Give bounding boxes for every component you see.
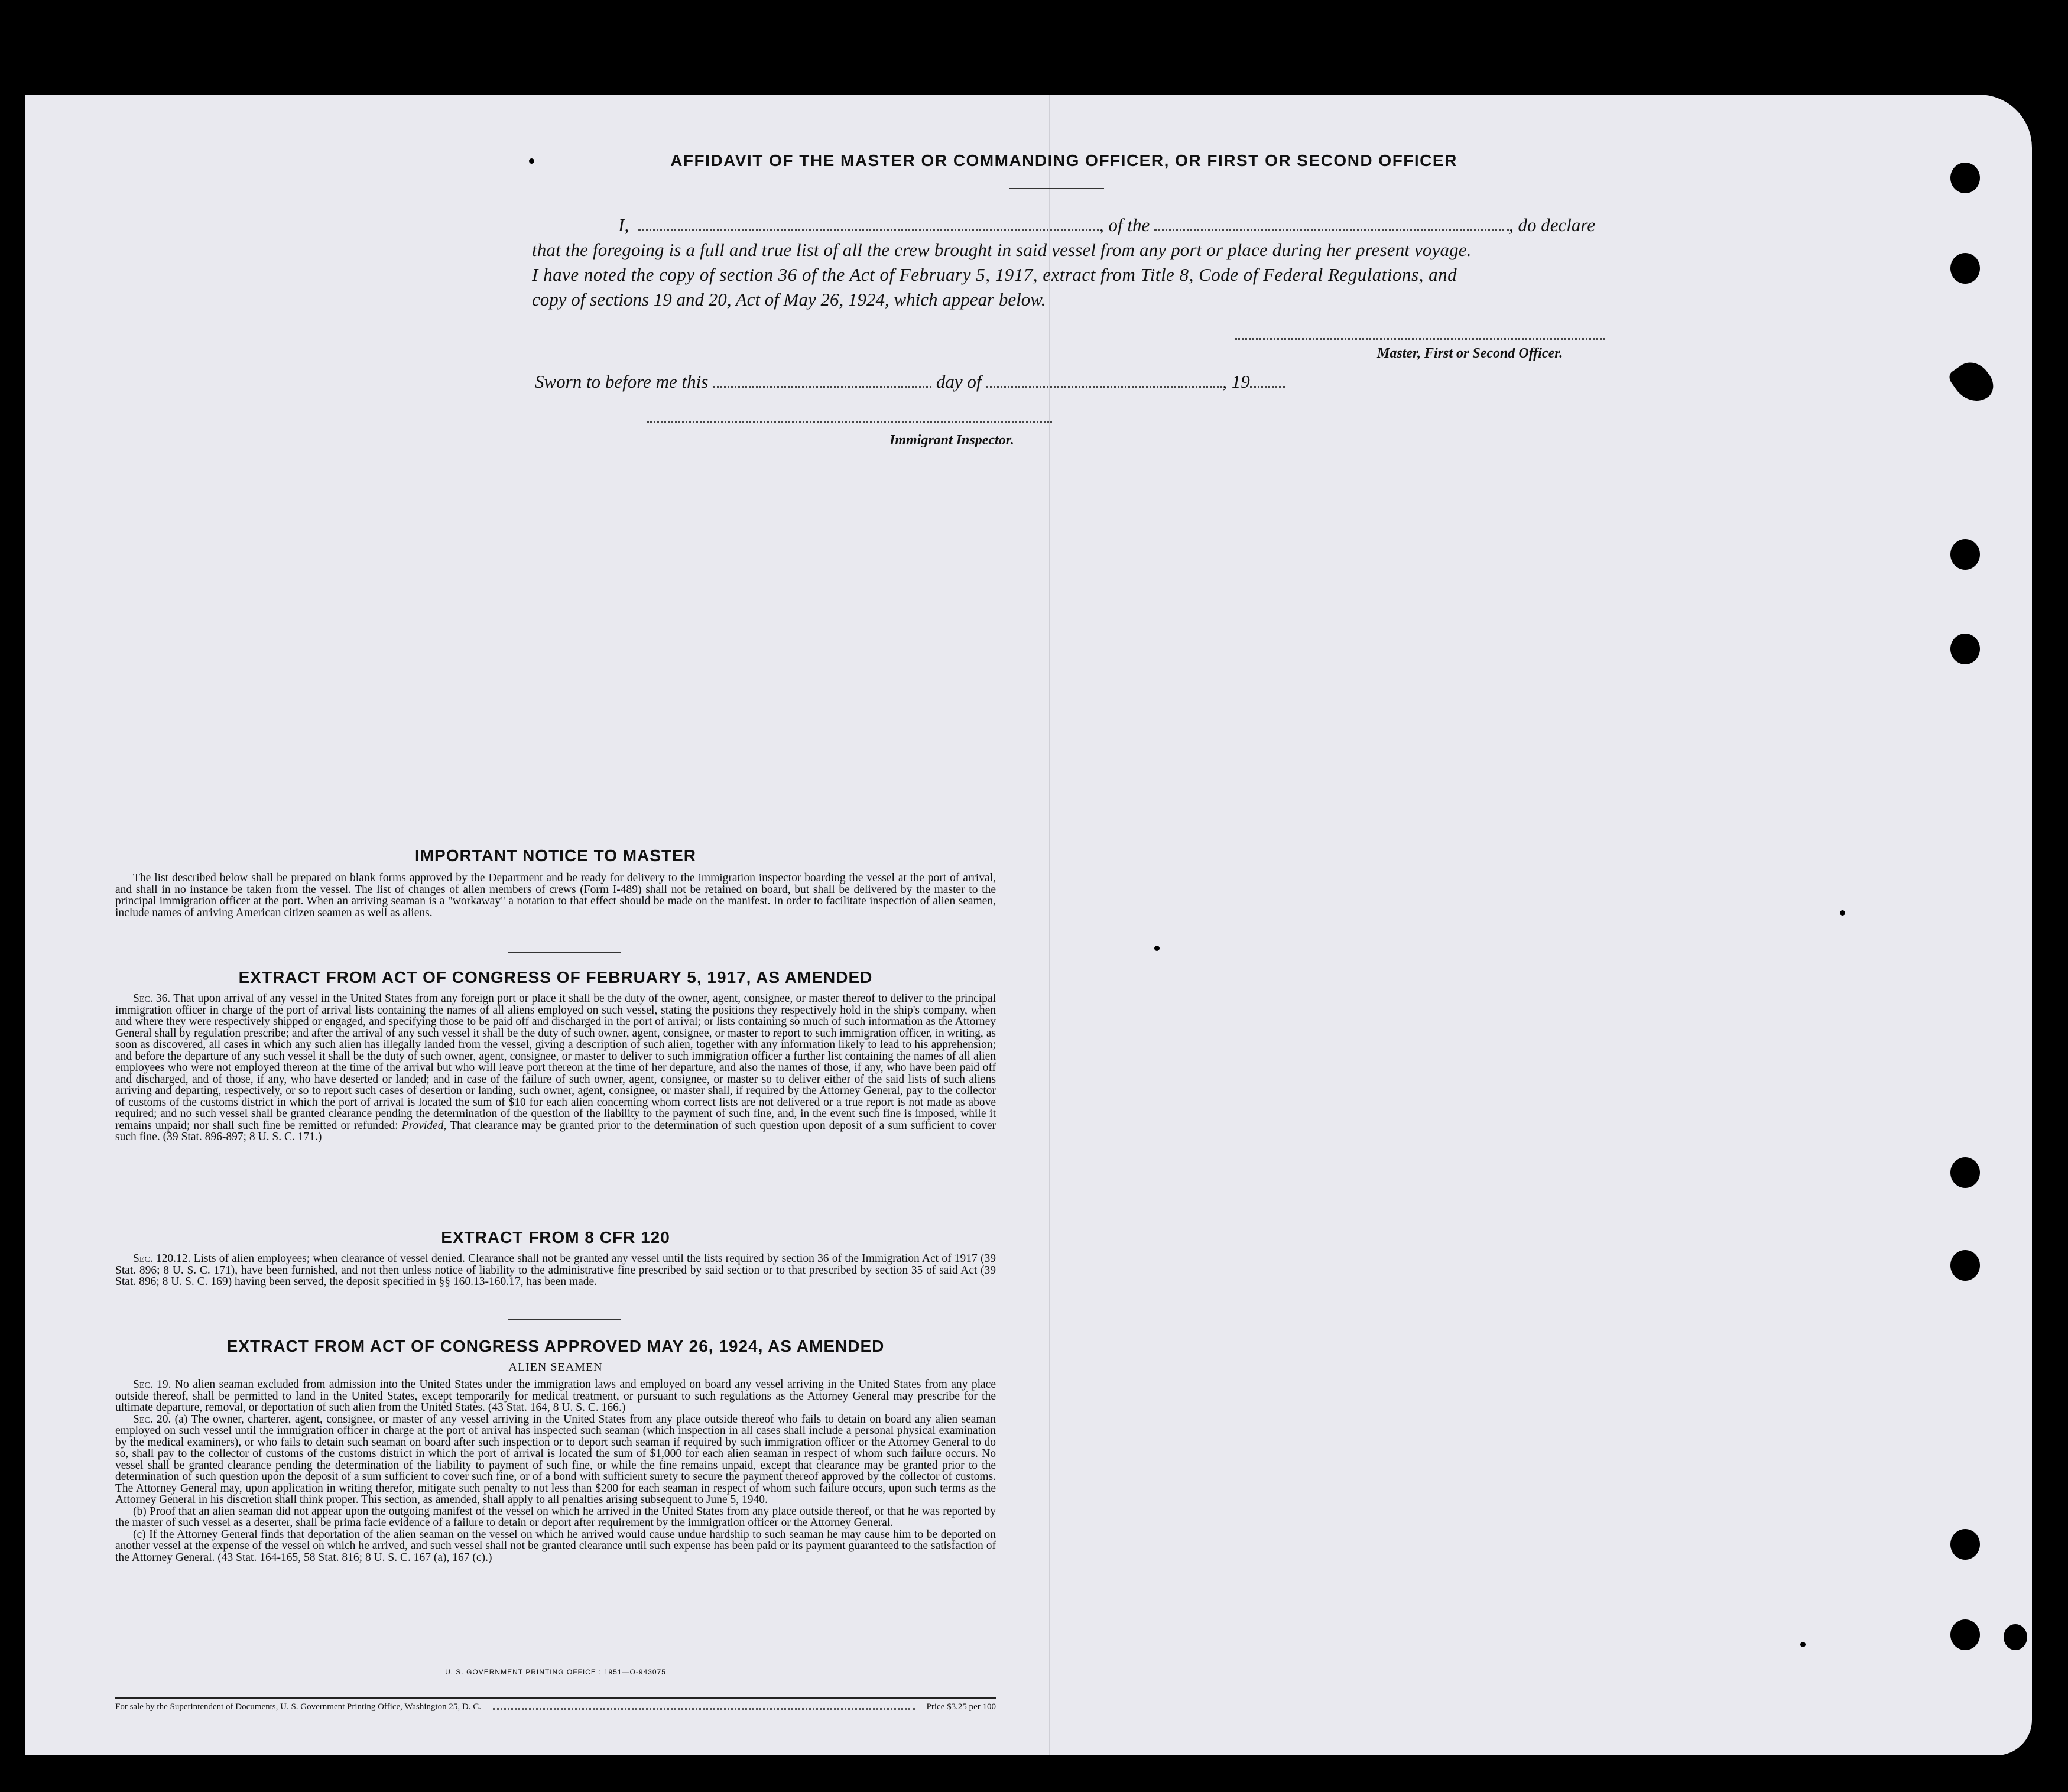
sec-36-text [115,993,996,1143]
binder-hole [1950,1250,1980,1281]
extract-cfr-section [115,1228,996,1288]
sec-36-proviso-label: Provided, [401,1119,447,1132]
vessel-blank[interactable] [1154,216,1509,231]
sec-36-label: Sec. 36. [133,992,171,1005]
sec-20a-text [115,1414,996,1506]
inspector-caption: Immigrant Inspector. [889,433,1014,448]
sworn-prefix: Sworn to before me this [535,371,709,392]
sec-120-12-text [115,1253,996,1288]
footer-dots [493,1702,915,1710]
sec-20b-text: (b) Proof that an alien seaman did not appear upon the outgoing manifest of the vessel on which he arrived in the United States from any place outside thereof, or that he was reported by the master of such vessel as a deserter, shall be prima facie evidence of a failure to detain or deport after requirement by the immigration officer or the Attorney General. [115,1505,996,1529]
extract-1924-title: EXTRACT FROM ACT OF CONGRESS APPROVED MAY 26, 1924, AS AMENDED [226,1337,885,1355]
inspector-signature-line[interactable] [647,421,1052,423]
binder-hole [1950,253,1980,284]
sec-36-proviso: That clearance may be granted prior to the determination of such question upon deposit of a sum sufficient to cover such fine. (39 Stat. 896-897; 8 U. S. C. 171.) [115,1119,996,1143]
extract-1924-section [115,1337,996,1563]
master-signature-line[interactable] [1235,338,1605,340]
affidavit-of-the: , of the [1099,215,1150,235]
binder-hole [1950,163,1980,193]
binder-hole [1950,1619,1980,1650]
alien-seamen-subtitle: ALIEN SEAMEN [508,1361,603,1374]
scan-speck [1800,1642,1806,1647]
section-divider [508,952,621,953]
affidavit-line-4: copy of sections 19 and 20, Act of May 26, 1924, which appear below. [532,289,1046,310]
extract-1917-section [115,968,996,1143]
sec-20c-text: (c) If the Attorney General finds that deportation of the alien seaman on the vessel on which he arrived would cause undue hardship to such seaman he may cause him to be deported on another vessel at the expense of the vessel on which he arrived, and such vessel shall not be granted clearance until such expense has been paid or its payment guaranteed to the satisfaction of the Attorney General. (43 Stat. 164-165, 58 Stat. 816; 8 U. S. C. 167 (a), 167 (c).) [115,1528,996,1564]
sec-20-label: Sec. 20. [133,1413,171,1426]
sec-20a-body: (a) The owner, charterer, agent, consignee, or master of any vessel arriving in the United States from any place outside thereof who fails to detain on board any alien seaman employed on such vessel until the immigration officer in charge at the port of arrival has inspected such seaman (which inspection in all cases shall include a personal physical examination by the medical examiners), or who fails to detain such seaman on board after such inspection or to deport such seaman if required by such immigration officer or the Attorney General to do so, shall pay to the collector of customs of the customs district in which the port of arrival is located the sum of $1,000 for each alien seaman in respect of whom such failure occurs. No vessel shall be granted clearance pending the determination of the liability to payment of such fine, or while the fine remains unpaid, except that clearance may be granted prior to the determination of such question upon the deposit of a sum sufficient to cover such fine, or of a bond with sufficient surety to secure the payment thereof approved by the collector of customs. The Attorney General may, upon application in writing therefor, mitigate such penalty to not less than $200 for each seaman in respect of whom such failure occurs, upon such terms as the Attorney General in his discretion shall think proper. This section, as amended, shall apply to all penalties arising subsequent to June 5, 1940. [115,1413,996,1506]
binder-hole [1950,539,1980,570]
sec-120-12-label: Sec. 120.12. [133,1252,191,1265]
binder-hole [1950,634,1980,664]
sec-36-body: That upon arrival of any vessel in the United States from any foreign port or place it shall be the duty of the owner, agent, consignee, or master thereof to deliver to the principal immigration officer in charge of the port of arrival lists containing the names of all aliens employed on such vessel, stating the positions they respectively hold in the ship's company, when and where they were respectively shipped or engaged, and specifying those to be paid off and discharged in the port of arrival; or lists containing so much of such information as the Attorney General shall by regulation prescribe; and after the arrival of any such vessel it shall be the duty of such owner, agent, consignee, or master to report to such immigration officer, in writing, as soon as discovered, all cases in which any such alien has illegally landed from the vessel, giving a description of such alien, together with any information likely to lead to his apprehension; and before the departure of any such vessel it shall be the duty of such owner, agent, consignee, or master to deliver to such immigration officer a further list containing the names of all alien employees who were not employed thereon at the time of the arrival but who will leave port thereon at the time of her departure, and also the names of those, if any, who have been paid off and discharged, and of those, if any, who have deserted or landed; and in case of the failure of such owner, agent, consignee, or master so to deliver either of the said lists of such aliens arriving and departing, respectively, or so to report such cases of desertion or landing, such owner, agent, consignee, or master shall, if required by the Attorney General, pay to the collector of customs of the customs district in which the port of arrival is located the sum of $10 for each alien concerning whom correct lists are not delivered or a true report is not made as above required; and no such vessel shall be granted clearance pending the determination of the question of the liability to the payment of such fine, and, in the event such fine is imposed, while it remains unpaid; nor shall such fine be remitted or refunded: [115,992,996,1132]
name-blank[interactable] [638,216,1099,231]
scan-speck [1840,910,1845,916]
section-divider [508,1319,621,1320]
price-note: Price $3.25 per 100 [926,1702,996,1712]
sworn-year: , 19 [1222,371,1250,392]
scan-speck [1154,946,1160,951]
sworn-year-blank[interactable] [1250,373,1285,388]
binder-hole [2004,1624,2027,1650]
notice-body: The list described below shall be prepared on blank forms approved by the Department and be ready for delivery to the immigration inspector boarding the vessel at the port of arrival, and shall in no instance be taken from the vessel. The list of changes of alien members of crews (Form I-489) shall not be retained on board, but shall be delivered by the master to the principal immigration officer at the port. When an arriving seaman is a "workaway" a notation to that effect should be made on the manifest. In order to facilitate inspection of alien seamen, include names of arriving American citizen seamen as well as aliens. [115,872,996,919]
sworn-day-blank[interactable] [713,373,931,388]
page-fold-line [1049,95,1050,1755]
sec-19-text [115,1379,996,1414]
master-caption: Master, First or Second Officer. [1377,346,1563,361]
title-divider [1009,188,1104,189]
sworn-month-blank[interactable] [986,373,1222,388]
affidavit-line-1 [532,213,1608,238]
gpo-imprint: U. S. GOVERNMENT PRINTING OFFICE : 1951—O-943075 [445,1668,666,1676]
sec-19-body: No alien seaman excluded from admission into the United States under the immigration laws and employed on board any vessel arriving in the United States from any place outside thereof, shall be permitted to land in the United States, except temporarily for medical treatment, or pursuant to such regulations as the Attorney General may prescribe for the ultimate departure, removal, or deportation of such alien from the United States. (43 Stat. 164, 8 U. S. C. 166.) [115,1378,996,1414]
sworn-line [535,369,1421,394]
affidavit-line-3: I have noted the copy of section 36 of the Act of February 5, 1917, extract from Title 8, Code of Federal Regulations, and [532,264,1457,285]
affidavit-title: AFFIDAVIT OF THE MASTER OR COMMANDING OFFICER, OR FIRST OR SECOND OFFICER [670,151,1457,170]
notice-section [115,846,996,918]
binder-hole [1950,1529,1980,1560]
extract-1917-title: EXTRACT FROM ACT OF CONGRESS OF FEBRUARY 5, 1917, AS AMENDED [238,968,873,986]
affidavit-i: I, [618,215,629,235]
for-sale-note: For sale by the Superintendent of Documents, U. S. Government Printing Office, Washington 25, D. C. [115,1702,481,1712]
binder-hole [1950,1157,1980,1188]
sec-120-12-body: Lists of alien employees; when clearance of vessel denied. Clearance shall not be granted any vessel until the lists required by section 36 of the Immigration Act of 1917 (39 Stat. 896; 8 U. S. C. 171), have been furnished, and not then unless notice of liability to the administrative fine prescribed by said section or to that prescribed by section 35 of said Act (39 Stat. 896; 8 U. S. C. 169) having been served, the deposit specified in §§ 160.13-160.17, has been made. [115,1252,996,1288]
footer-rule [115,1697,996,1699]
sec-19-label: Sec. 19. [133,1378,171,1391]
affidavit-declare: , do declare [1509,215,1596,235]
footer [115,1702,996,1712]
extract-cfr-title: EXTRACT FROM 8 CFR 120 [441,1228,670,1246]
affidavit-line-2: that the foregoing is a full and true list of all the crew brought in said vessel from any port or place during her present voyage. [532,239,1472,260]
sworn-day-of: day of [936,371,982,392]
notice-title: IMPORTANT NOTICE TO MASTER [414,846,697,865]
